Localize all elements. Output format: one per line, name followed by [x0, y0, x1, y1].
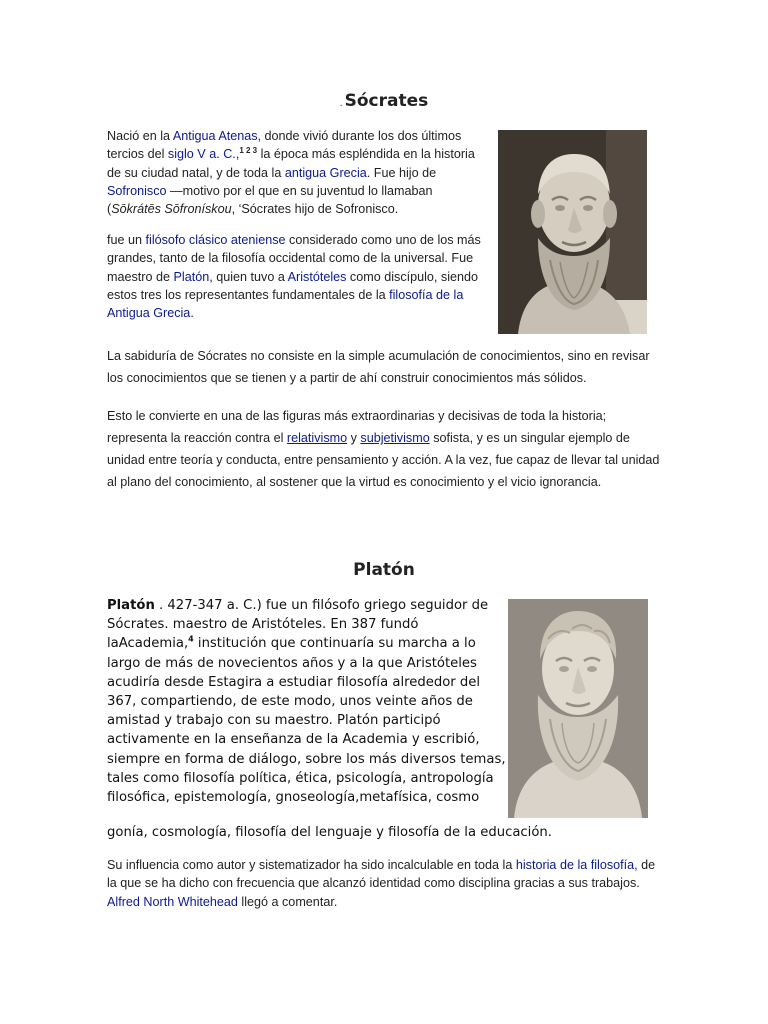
footnote-refs[interactable]: 1 2 3 [239, 146, 258, 156]
text: como discípulo, siendo estos tres los representantes fundamentales de la [107, 269, 479, 302]
socrates-bust-image [498, 130, 647, 334]
socrates-paragraph-2 [107, 231, 493, 322]
link-filosofia-antigua-grecia[interactable]: filosofía de la Antigua Grecia [107, 287, 464, 321]
socrates-paragraph-3: La sabiduría de Sócrates no consiste en la simple acumulación de conocimientos, sino en revisar los conocimientos que se tienen y a partir de ahí construir conocimientos más sólidos. [107, 349, 650, 385]
text: llegó a comentar. [237, 894, 338, 909]
text: . Fue hijo de [366, 165, 437, 180]
text: Su influencia como autor y sistematizador ha sido incalculable en toda la [107, 858, 516, 872]
title-dot: . [339, 99, 343, 109]
text: , quien tuvo a [209, 269, 288, 284]
socrates-bust-illustration [498, 130, 647, 334]
text: . [190, 306, 194, 321]
plato-bust-illustration [508, 599, 648, 818]
link-platon[interactable]: Platón [173, 269, 210, 284]
greek-name: Sōkrátēs Sōfronískou [111, 202, 232, 217]
link-alfred-north-whitehead[interactable]: Alfred North Whitehead [107, 894, 238, 909]
link-filosofo-clasico[interactable]: filósofo clásico ateniense [145, 233, 286, 247]
socrates-title [0, 91, 768, 111]
text: la época más espléndida en la historia de su ciudad natal, y de toda la [107, 147, 475, 180]
text: y [347, 431, 361, 445]
plato-bust-image [508, 599, 648, 818]
plato-paragraph-2 [107, 856, 667, 911]
text: sofista, y es un singular ejemplo de unidad entre teoría y conducta, entre pensamiento y acción. A la vez, fue capaz de llevar tal unidad al plano del conocimiento, al sostener que la virtud es conocimiento y el vicio ignorancia. [107, 431, 660, 489]
text: —motivo por el que en su juventud lo llamaban ( [107, 183, 433, 217]
text: , donde vivió durante los dos últimos tercios del [107, 129, 462, 162]
footnote-ref[interactable]: 4 [188, 635, 194, 645]
link-siglo-v[interactable]: siglo V a. C. [167, 147, 236, 162]
link-antigua-atenas[interactable]: Antigua Atenas [172, 129, 258, 143]
text: institución que continuaría su marcha a lo largo de más de novecientos años y a la que Aristóteles acudiría desde Estagira a estudiar filosofía alrededor del 367, compartiendo, de este modo, unos veinte años de amistad y trabajo con su maestro. Platón participó activamente en la enseñanza de la Academia y escribió, siempre en forma de diálogo, sobre los más diversos temas, tales como filosofía política, ética, psicología, antropología filosófica, epistemología, gnoseología,metafísica, cosmo [107, 636, 506, 806]
socrates-title-text: Sócrates [344, 91, 429, 111]
link-historia-filosofia[interactable]: historia de la filosofía [515, 858, 635, 872]
text: Nació en la [107, 129, 173, 143]
text: , de la que se ha dicho con frecuencia que alcanzó identidad como disciplina gracias a sus trabajos. [107, 858, 656, 891]
text: . 427-347 a. C.) fue un filósofo griego seguidor de Sócrates. maestro de Aristóteles. En 387 fundó laAcademia, [107, 598, 489, 652]
socrates-paragraph-4 [107, 405, 667, 493]
link-aristoteles[interactable]: Aristóteles [287, 269, 347, 284]
link-antigua-grecia[interactable]: antigua Grecia [284, 165, 367, 180]
text: , ‘Sócrates hijo de Sofronisco. [231, 202, 399, 217]
text: , [235, 147, 240, 162]
link-relativismo[interactable]: relativismo [286, 431, 348, 445]
plato-paragraph-1-last-line: gonía, cosmología, filosofía del lenguaje y filosofía de la educación. [107, 825, 552, 840]
socrates-paragraph-1 [107, 127, 487, 218]
link-subjetivismo[interactable]: subjetivismo [360, 431, 430, 445]
plato-title: Platón [353, 560, 415, 580]
plato-bold-name: Platón [107, 598, 155, 613]
link-sofronisco[interactable]: Sofronisco [107, 183, 167, 198]
text: considerado como uno de los más grandes, tanto de la filosofía occidental como de la universal. Fue maestro de [107, 233, 481, 284]
plato-paragraph-1 [107, 596, 507, 807]
text: Esto le convierte en una de las figuras más extraordinarias y decisivas de toda la historia; representa la reacción contra el [107, 409, 607, 445]
text: fue un [107, 233, 146, 247]
